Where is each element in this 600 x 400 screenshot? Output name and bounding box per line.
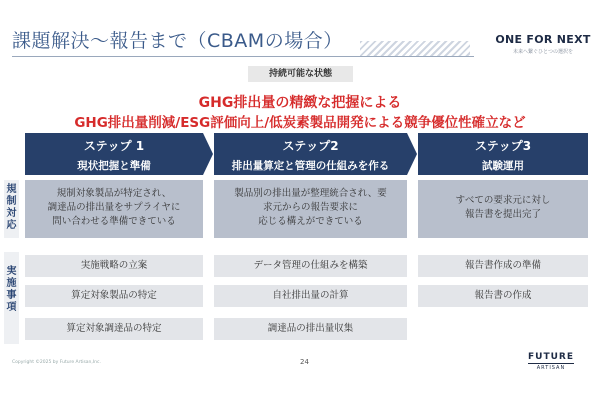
requirement-step-2: [214, 180, 407, 238]
step-2-number: ステップ2: [282, 139, 339, 153]
step-2-title: 排出量算定と管理の仕組みを作る: [231, 160, 390, 172]
requirement-line: 報告書を提出完了: [464, 209, 541, 220]
action-item: 調達品の排出量収集: [214, 318, 407, 340]
requirement-line: 製品別の排出量が整理統合され、要: [234, 188, 387, 199]
action-item: 算定対象製品の特定: [25, 285, 203, 307]
action-item: 報告書作成の準備: [418, 255, 588, 277]
step-1-title: 現状把握と準備: [77, 160, 151, 172]
requirement-step-3: [418, 180, 588, 238]
action-item: 実施戦略の立案: [25, 255, 203, 277]
company-logo: [528, 352, 574, 371]
requirement-line: 求元からの報告要求に: [262, 202, 358, 213]
requirement-step-1: [25, 180, 203, 238]
goal-headline-1: GHG排出量の精緻な把握による: [198, 95, 402, 111]
requirement-line: すべての要求元に対し: [455, 195, 551, 206]
step-1-header: [25, 133, 203, 175]
action-item: データ管理の仕組みを構築: [214, 255, 407, 277]
step-3-header: [418, 133, 588, 175]
brand-logo-tagline: 未来へ繋ぐひとつの選択を: [513, 49, 573, 55]
title-decoration: [360, 41, 470, 57]
step-3-title: 試験運用: [482, 160, 524, 172]
title-underline: [12, 56, 474, 57]
action-item: 自社排出量の計算: [214, 285, 407, 307]
row-label-actions: 実施事項: [4, 252, 19, 344]
action-item: 算定対象調達品の特定: [25, 318, 203, 340]
step-3-number: ステップ3: [474, 139, 532, 153]
page-title: 課題解決〜報告まで（CBAMの場合）: [12, 30, 343, 52]
page-number: 24: [300, 358, 309, 366]
copyright: Copyright ©2025 by Future Artisan,Inc.: [12, 360, 101, 365]
brand-logo-text: ONE FOR NEXT: [495, 33, 591, 46]
row-label-requirements: 規制対応: [4, 180, 19, 238]
step-1-number: ステップ 1: [83, 139, 145, 153]
requirement-line: 応じる構えができている: [258, 216, 363, 227]
requirement-line: 調達品の排出量をサプライヤに: [47, 202, 181, 213]
action-item: 報告書の作成: [418, 285, 588, 307]
company-logo-sub: ARTISAN: [528, 363, 574, 371]
requirement-line: 問い合わせる準備できている: [52, 216, 176, 227]
state-label: 持続可能な状態: [248, 66, 353, 82]
company-logo-main: FUTURE: [528, 352, 574, 362]
step-1-arrow: [203, 133, 213, 175]
brand-logo: [488, 33, 598, 55]
step-2-arrow: [407, 133, 417, 175]
goal-headline-2: GHG排出量削減/ESG評価向上/低炭素製品開発による競争優位性確立など: [74, 115, 526, 131]
requirement-line: 規制対象製品が特定され、: [56, 188, 172, 199]
step-2-header: [214, 133, 407, 175]
